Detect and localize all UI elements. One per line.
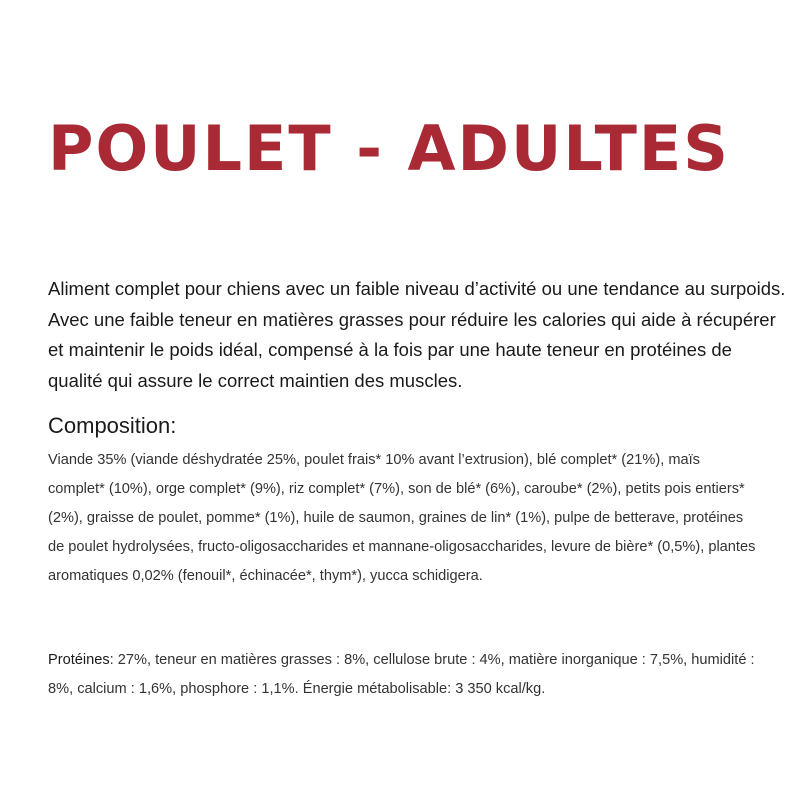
analytical-constituents — [48, 646, 768, 704]
product-title: POULET - ADULTES — [48, 112, 730, 185]
analysis-text: : 27%, teneur en matières grasses : 8%, cellulose brute : 4%, matière inorganique : 7,5%, humidité : 8%, calcium : 1,6%, phosphore : 1,1%. Énergie métabolisable: 3 350 kcal/kg. — [48, 652, 755, 697]
analysis-label: Protéines — [48, 652, 110, 668]
composition-text: Viande 35% (viande déshydratée 25%, poulet frais* 10% avant l’extrusion), blé complet* (21%), maïs complet* (10%), orge complet* (9%), riz complet* (7%), son de blé* (6%), caroube* (2%), petits pois entiers* (2%), graisse de poulet, pomme* (1%), huile de saumon, graines de lin* (1%), pulpe de betterave, protéines de poulet hydrolysées, fructo-oligosaccharides et mannane-oligosaccharides, levure de bière* (0,5%), plantes aromatiques 0,02% (fenouil*, échinacée*, thym*), yucca schidigera. — [48, 452, 756, 584]
product-description: Aliment complet pour chiens avec un faible niveau d’activité ou une tendance au surpoids. Avec une faible teneur en matières grasses pour réduire les calories qui aide à récupérer et maintenir le poids idéal, compensé à la fois par une haute teneur en protéines de qualité qui assure le correct maintien des muscles. — [48, 278, 786, 391]
composition-heading: Composition: — [48, 413, 177, 438]
